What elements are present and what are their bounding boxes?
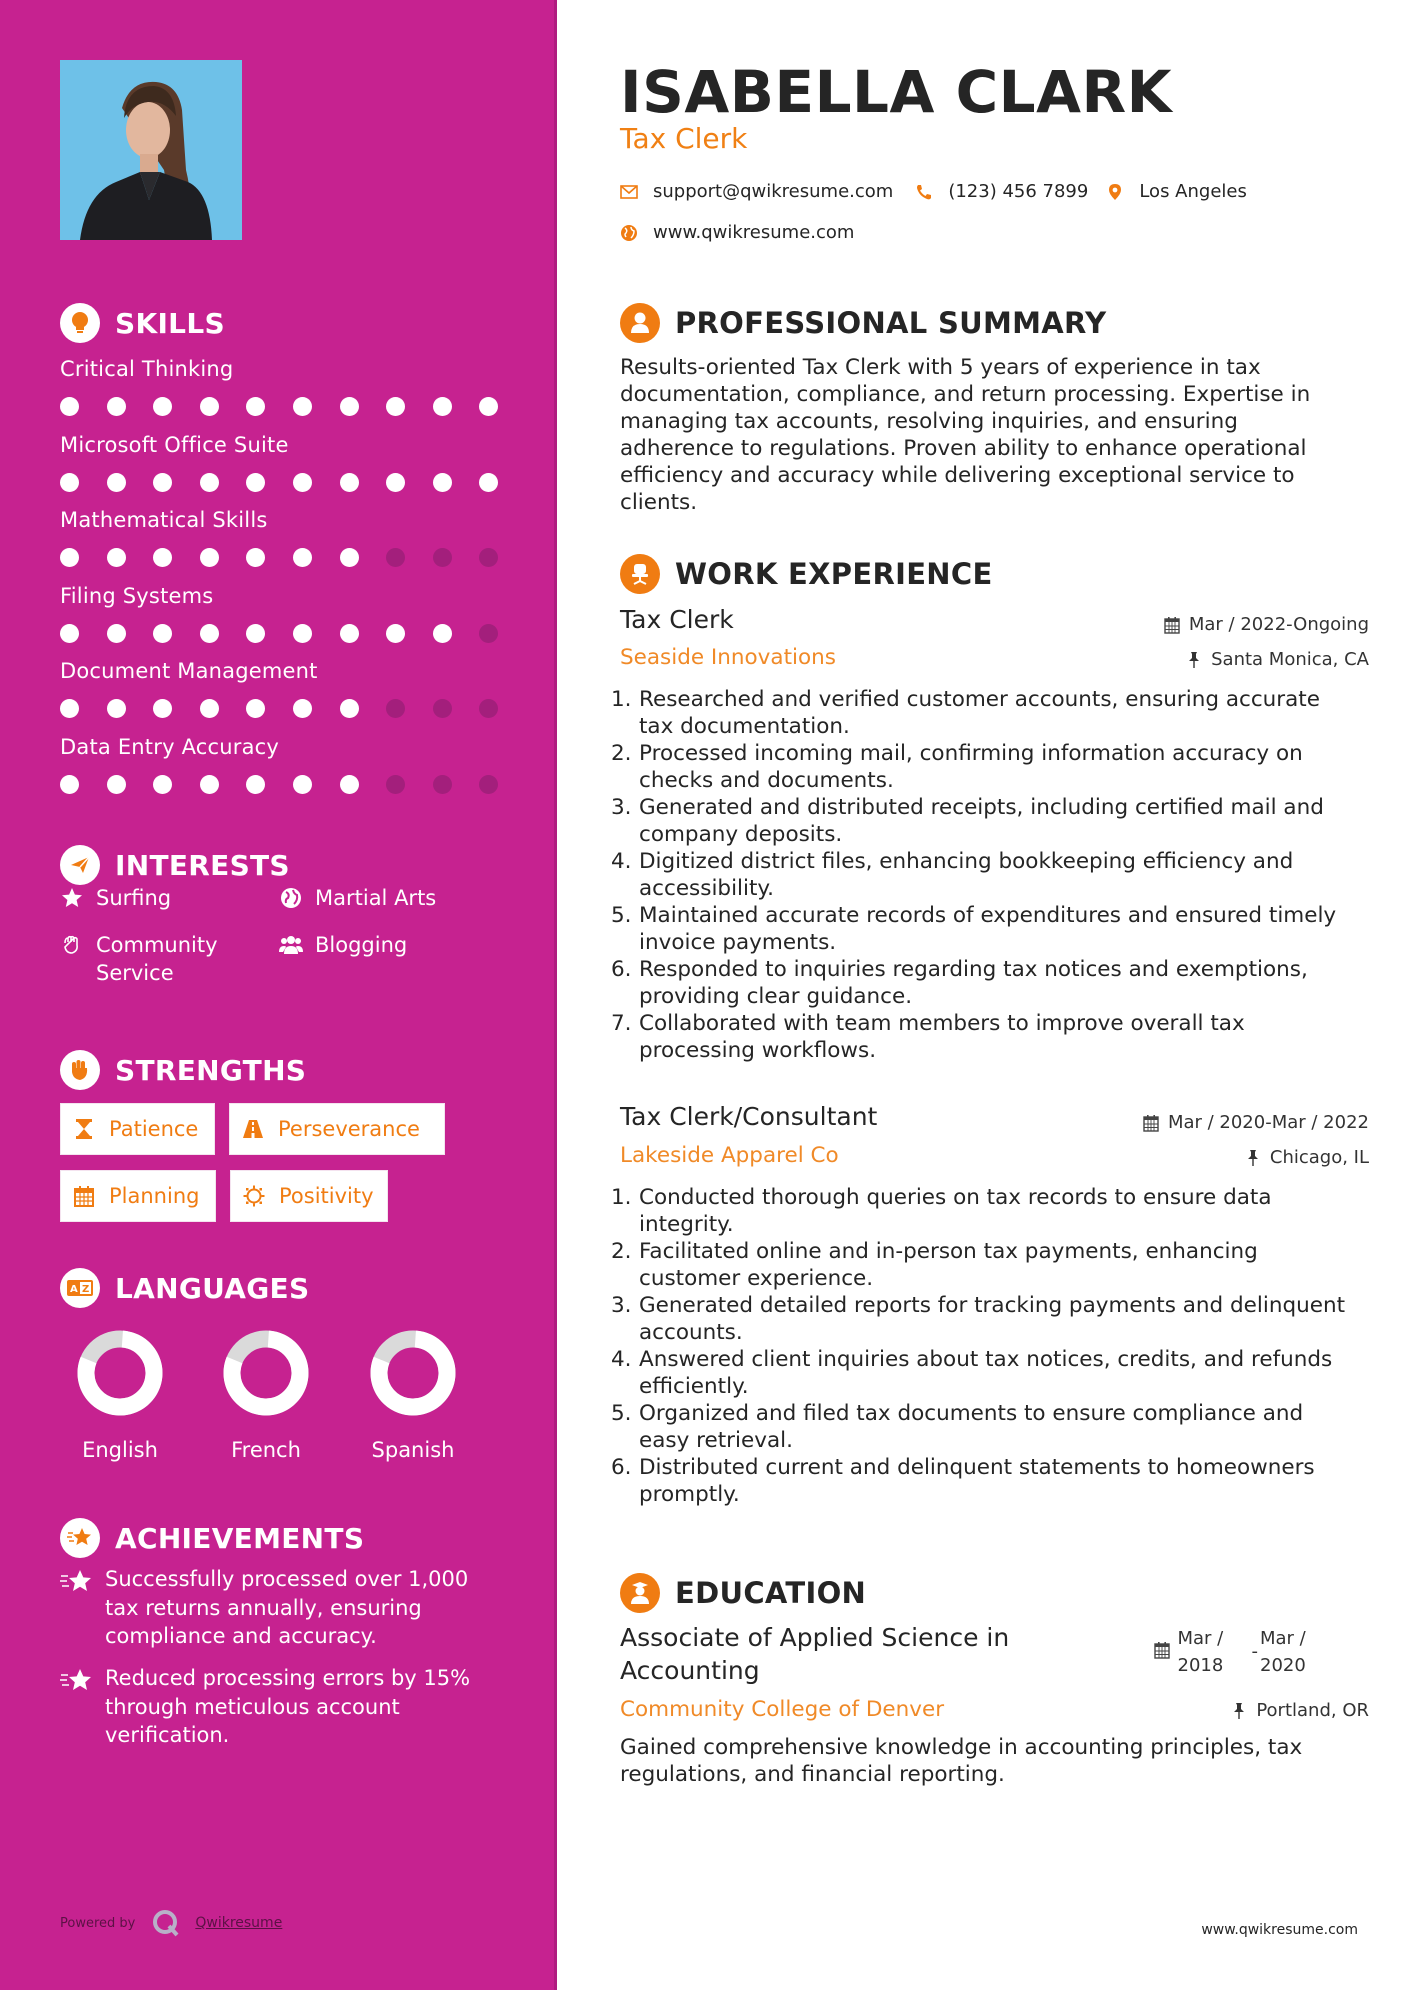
skill-item: [60, 734, 520, 794]
job-dates: [1143, 1112, 1369, 1133]
profile-photo: [60, 60, 242, 240]
rating-dot-filled: [107, 624, 126, 643]
phone-icon: [915, 183, 933, 201]
summary-title: PROFESSIONAL SUMMARY: [675, 306, 1107, 340]
company-name: Seaside Innovations: [620, 645, 836, 670]
powered-by-label: Powered by: [60, 1915, 136, 1931]
duty-item: [611, 1400, 1360, 1454]
duty-text: Responded to inquiries regarding tax notices and exemptions, providing clear guidance.: [639, 957, 1308, 1009]
duty-number: 2.: [611, 741, 632, 766]
strength-badge: [60, 1170, 216, 1222]
strengths-title: STRENGTHS: [115, 1053, 307, 1087]
hourglass-icon: [73, 1118, 95, 1140]
skill-rating: [60, 775, 520, 794]
rating-dot-empty: [433, 548, 452, 567]
duty-text: Maintained accurate records of expenditures and ensured timely invoice payments.: [639, 903, 1337, 955]
duty-text: Answered client inquiries about tax notices, credits, and refunds efficiently.: [639, 1347, 1333, 1399]
rating-dot-empty: [386, 775, 405, 794]
skill-rating: [60, 624, 520, 643]
pushpin-icon: [1231, 1702, 1247, 1720]
candidate-role: Tax Clerk: [620, 122, 748, 155]
job-location-text: Chicago, IL: [1269, 1147, 1369, 1168]
calendar-icon: [73, 1185, 95, 1207]
rating-dot-filled: [293, 775, 312, 794]
achievement-text: Successfully processed over 1,000 tax returns annually, ensuring compliance and accuracy.: [105, 1567, 469, 1648]
rating-dot-filled: [60, 624, 79, 643]
degree-title: Associate of Applied Science in Accounting: [620, 1623, 1010, 1685]
languages-title: LANGUAGES: [115, 1271, 310, 1305]
summary-text: Results-oriented Tax Clerk with 5 years of experience in tax documentation, compliance, and return processing. Expertise in managing tax accounts, resolving inquiries, and ensuring adherence to regulations. Proven ability to enhance operational efficiency and accuracy while delivering exceptional service to clients.: [620, 355, 1311, 515]
interest-label: Surfing: [96, 886, 172, 910]
language-item: [353, 1330, 473, 1462]
language-label: Spanish: [371, 1438, 455, 1462]
skill-label: Mathematical Skills: [60, 508, 268, 532]
summary-header: [620, 303, 1106, 343]
paper-plane-icon: [60, 845, 100, 885]
language-item: [206, 1330, 326, 1462]
qwikresume-logo-icon: [151, 1908, 181, 1938]
skill-rating: [60, 699, 520, 718]
rating-dot-filled: [60, 699, 79, 718]
rating-dot-filled: [107, 397, 126, 416]
rating-dot-filled: [340, 699, 359, 718]
languages-header: [60, 1268, 309, 1308]
footer-website[interactable]: www.qwikresume.com: [1201, 1922, 1358, 1938]
calendar-icon: [1164, 616, 1180, 634]
candidate-name: ISABELLA CLARK: [620, 58, 1173, 126]
duty-number: 6.: [611, 957, 632, 982]
strength-badge: [229, 1103, 445, 1155]
rating-dot-filled: [340, 473, 359, 492]
duty-text: Generated detailed reports for tracking payments and delinquent accounts.: [639, 1293, 1346, 1345]
duty-text: Researched and verified customer accounts, ensuring accurate tax documentation.: [639, 687, 1320, 739]
rating-dot-filled: [246, 699, 265, 718]
achievement-item: [60, 1565, 500, 1651]
rating-dot-filled: [246, 548, 265, 567]
rating-dot-filled: [340, 624, 359, 643]
skill-item: [60, 583, 520, 643]
interest-item: [279, 884, 436, 912]
sun-icon: [243, 1185, 265, 1207]
duty-number: 1.: [611, 1185, 632, 1210]
skills-title: SKILLS: [115, 306, 225, 340]
rating-dot-filled: [200, 624, 219, 643]
rating-dot-filled: [107, 775, 126, 794]
duty-text: Distributed current and delinquent statements to homeowners promptly.: [639, 1455, 1315, 1507]
rating-dot-filled: [60, 775, 79, 794]
sidebar: [0, 0, 557, 1990]
duty-item: [611, 902, 1360, 956]
job-dates-text: Mar / 2022-Ongoing: [1188, 614, 1369, 635]
rating-dot-filled: [200, 775, 219, 794]
rating-dot-filled: [386, 397, 405, 416]
duty-number: 4.: [611, 849, 632, 874]
website-row: [620, 222, 854, 243]
svg-text:A: A: [70, 1284, 78, 1295]
calendar-icon: [1143, 1114, 1159, 1132]
skill-item: [60, 432, 520, 492]
strength-label: Perseverance: [278, 1117, 420, 1141]
rating-dot-empty: [433, 699, 452, 718]
email[interactable]: support@qwikresume.com: [653, 181, 894, 202]
strength-label: Positivity: [279, 1184, 374, 1208]
strength-label: Planning: [109, 1184, 200, 1208]
interest-item: [60, 884, 171, 912]
interest-item: [60, 931, 240, 987]
envelope-icon: [620, 183, 638, 201]
duty-text: Generated and distributed receipts, including certified mail and company deposits.: [639, 795, 1324, 847]
interest-label: Community Service: [96, 933, 218, 985]
duty-item: [611, 1238, 1360, 1292]
duty-item: [611, 1292, 1360, 1346]
education-description: Gained comprehensive knowledge in accounting principles, tax regulations, and financial reporting.: [620, 1735, 1303, 1787]
skill-rating: [60, 548, 520, 567]
graduate-icon: [620, 1573, 660, 1613]
education-end: Mar / 2020: [1260, 1628, 1306, 1676]
achievements-title: ACHIEVEMENTS: [115, 1521, 365, 1555]
duty-item: [611, 794, 1360, 848]
fist-icon: [60, 1050, 100, 1090]
rating-dot-filled: [340, 775, 359, 794]
rating-dot-filled: [340, 548, 359, 567]
strengths-header: [60, 1050, 306, 1090]
language-proficiency-donut: [223, 1330, 309, 1416]
rating-dot-filled: [200, 699, 219, 718]
duty-item: [611, 1010, 1360, 1064]
rating-dot-filled: [60, 397, 79, 416]
powered-by: [60, 1908, 282, 1938]
rating-dot-filled: [107, 699, 126, 718]
rating-dot-filled: [153, 699, 172, 718]
strength-badge: [230, 1170, 388, 1222]
duty-item: [611, 1454, 1360, 1508]
rating-dot-filled: [153, 548, 172, 567]
skill-label: Data Entry Accuracy: [60, 734, 280, 759]
skill-rating: [60, 473, 520, 492]
interest-label: Blogging: [315, 933, 408, 957]
job-location-text: Santa Monica, CA: [1211, 649, 1369, 670]
interest-label: Martial Arts: [315, 886, 437, 910]
qwikresume-link[interactable]: Qwikresume: [195, 1915, 283, 1931]
duty-text: Facilitated online and in-person tax payments, enhancing customer experience.: [639, 1239, 1258, 1291]
education-header: [620, 1573, 866, 1613]
rating-dot-filled: [200, 473, 219, 492]
education-location: [1231, 1700, 1369, 1721]
duty-item: [611, 1346, 1360, 1400]
achievement-item: [60, 1664, 500, 1750]
strength-label: Patience: [109, 1117, 199, 1141]
rating-dot-empty: [479, 699, 498, 718]
language-label: English: [82, 1438, 158, 1462]
pushpin-icon: [1245, 1149, 1261, 1167]
duty-number: 3.: [611, 795, 632, 820]
language-label: French: [231, 1438, 301, 1462]
school-name: Community College of Denver: [620, 1697, 945, 1722]
experience-header: [620, 554, 993, 594]
rating-dot-filled: [386, 624, 405, 643]
date-separator: -: [1251, 1641, 1258, 1662]
rating-dot-filled: [386, 473, 405, 492]
contact-row: [620, 181, 1247, 202]
duty-item: [611, 1184, 1360, 1238]
duty-number: 6.: [611, 1455, 632, 1480]
job-duties: [611, 1184, 1360, 1508]
duty-number: 7.: [611, 1011, 632, 1036]
rating-dot-filled: [153, 624, 172, 643]
duty-text: Organized and filed tax documents to ensure compliance and easy retrieval.: [639, 1401, 1304, 1453]
duty-number: 4.: [611, 1347, 632, 1372]
skill-item: [60, 507, 520, 567]
rating-dot-filled: [293, 548, 312, 567]
duty-item: [611, 848, 1360, 902]
rating-dot-empty: [479, 548, 498, 567]
skills-header: [60, 303, 225, 343]
rating-dot-filled: [293, 699, 312, 718]
rating-dot-filled: [433, 624, 452, 643]
rating-dot-filled: [107, 473, 126, 492]
duty-item: [611, 686, 1360, 740]
rating-dot-empty: [386, 548, 405, 567]
duty-text: Conducted thorough queries on tax records to ensure data integrity.: [639, 1185, 1272, 1237]
job-title: Tax Clerk/Consultant: [620, 1102, 878, 1131]
job-location: [1245, 1147, 1369, 1168]
rating-dot-filled: [153, 775, 172, 794]
interests-header: [60, 845, 290, 885]
skill-label: Microsoft Office Suite: [60, 432, 289, 457]
skill-item: [60, 658, 520, 718]
location: Los Angeles: [1139, 181, 1247, 202]
hand-icon: [60, 933, 84, 957]
rating-dot-filled: [293, 473, 312, 492]
skill-rating: [60, 397, 520, 416]
achievement-text: Reduced processing errors by 15% through meticulous account verification.: [105, 1666, 471, 1747]
education-start: Mar / 2018: [1177, 1628, 1224, 1676]
language-item: [60, 1330, 180, 1462]
duty-number: 1.: [611, 687, 632, 712]
svg-text:Z: Z: [82, 1284, 90, 1295]
lightbulb-icon: [60, 303, 100, 343]
interest-item: [279, 931, 407, 959]
star-badge-icon: [60, 1518, 100, 1558]
education-location-text: Portland, OR: [1256, 1700, 1369, 1721]
experience-title: WORK EXPERIENCE: [675, 557, 993, 591]
duty-item: [611, 740, 1360, 794]
rating-dot-filled: [246, 473, 265, 492]
rating-dot-empty: [433, 775, 452, 794]
rating-dot-filled: [246, 775, 265, 794]
duty-text: Processed incoming mail, confirming information accuracy on checks and documents.: [639, 741, 1303, 793]
interests-title: INTERESTS: [115, 848, 290, 882]
calendar-icon: [1154, 1641, 1170, 1659]
rating-dot-filled: [479, 473, 498, 492]
rating-dot-empty: [479, 775, 498, 794]
rating-dot-filled: [60, 473, 79, 492]
users-icon: [279, 933, 303, 957]
duty-number: 3.: [611, 1293, 632, 1318]
rating-dot-filled: [246, 397, 265, 416]
star-badge-icon: [60, 1667, 94, 1693]
rating-dot-filled: [479, 397, 498, 416]
star-icon: [60, 886, 84, 910]
rating-dot-filled: [293, 624, 312, 643]
map-pin-icon: [1106, 183, 1124, 201]
website[interactable]: www.qwikresume.com: [653, 222, 855, 243]
rating-dot-filled: [433, 473, 452, 492]
rating-dot-filled: [246, 624, 265, 643]
pushpin-icon: [1186, 651, 1202, 669]
language-icon: [60, 1268, 100, 1308]
duty-text: Digitized district files, enhancing bookkeeping efficiency and accessibility.: [639, 849, 1294, 901]
achievements-header: [60, 1518, 364, 1558]
rating-dot-filled: [153, 473, 172, 492]
rating-dot-filled: [60, 548, 79, 567]
language-proficiency-donut: [77, 1330, 163, 1416]
job-dates-text: Mar / 2020-Mar / 2022: [1167, 1112, 1369, 1133]
globe-icon: [620, 224, 638, 242]
road-icon: [242, 1118, 264, 1140]
rating-dot-filled: [200, 397, 219, 416]
language-proficiency-donut: [370, 1330, 456, 1416]
job-location: [1186, 649, 1369, 670]
duty-number: 2.: [611, 1239, 632, 1264]
skill-label: Critical Thinking: [60, 357, 234, 381]
rating-dot-filled: [200, 548, 219, 567]
rating-dot-filled: [107, 548, 126, 567]
rating-dot-empty: [386, 699, 405, 718]
education-dates: [1154, 1625, 1321, 1679]
job-dates: [1164, 614, 1369, 635]
globe-icon: [279, 886, 303, 910]
phone: (123) 456 7899: [948, 181, 1089, 202]
user-icon: [620, 303, 660, 343]
strength-badge: [60, 1103, 215, 1155]
duty-number: 5.: [611, 1401, 632, 1426]
duty-item: [611, 956, 1360, 1010]
job-title: Tax Clerk: [620, 605, 734, 634]
skill-label: Filing Systems: [60, 583, 214, 608]
rating-dot-filled: [293, 397, 312, 416]
duty-number: 5.: [611, 903, 632, 928]
company-name: Lakeside Apparel Co: [620, 1143, 839, 1168]
rating-dot-filled: [433, 397, 452, 416]
rating-dot-filled: [340, 397, 359, 416]
office-chair-icon: [620, 554, 660, 594]
rating-dot-filled: [153, 397, 172, 416]
education-title: EDUCATION: [675, 1576, 867, 1610]
star-badge-icon: [60, 1568, 94, 1594]
skill-item: [60, 356, 520, 416]
job-duties: [611, 686, 1360, 1064]
duty-text: Collaborated with team members to improve overall tax processing workflows.: [639, 1011, 1245, 1063]
skill-label: Document Management: [60, 659, 318, 683]
rating-dot-empty: [479, 624, 498, 643]
